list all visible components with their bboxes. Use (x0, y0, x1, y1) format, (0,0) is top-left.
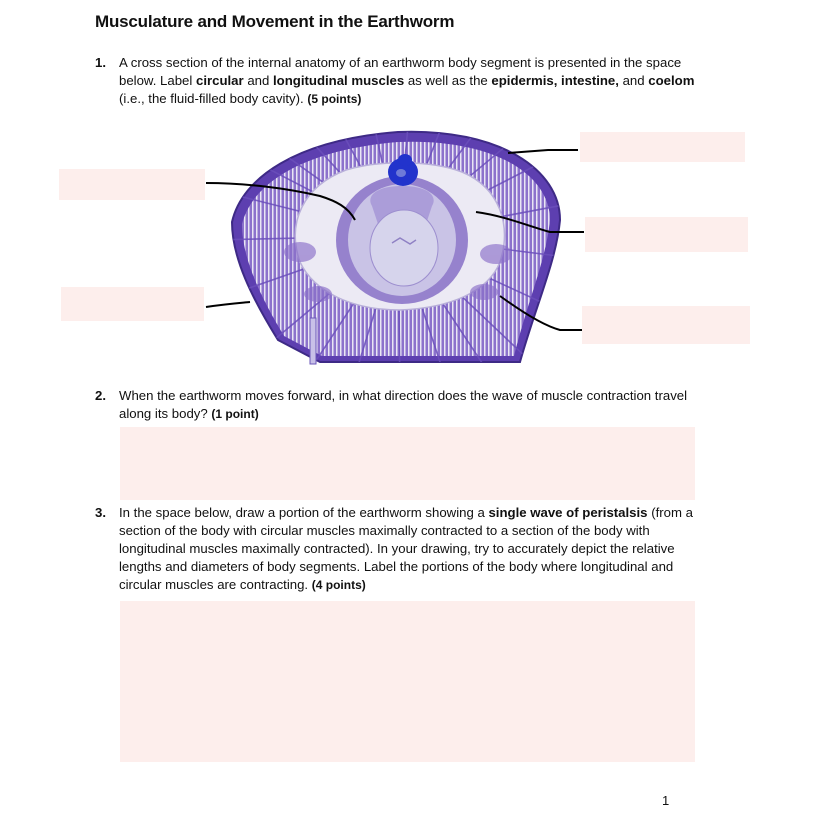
question-1-text: A cross section of the internal anatomy of an earthworm body segment is presented in the space below. Label circular and longitudinal muscles as well as the epidermis, intestine, and coelom (i.e., the fluid-filled body cavity). (5 points) (119, 55, 695, 106)
ventral-nerve-cord (310, 318, 316, 364)
intestine (336, 176, 468, 304)
question-3-points: (4 points) (311, 578, 366, 592)
question-1-points: (5 points) (307, 92, 362, 106)
question-3-number: 3. (95, 505, 106, 520)
question-3 (95, 504, 715, 594)
question-2-text: When the earthworm moves forward, in what direction does the wave of muscle contraction travel along its body? (1 point) (119, 388, 688, 421)
label-answer-box-left-lower[interactable] (61, 287, 204, 321)
label-answer-box-left-upper[interactable] (59, 169, 205, 200)
page-number: 1 (662, 793, 670, 808)
question-2-number: 2. (95, 388, 106, 403)
label-answer-box-right-lower[interactable] (582, 306, 750, 344)
leader-line-top-right (508, 150, 578, 153)
question-2 (95, 387, 695, 423)
question-3-text: In the space below, draw a portion of the earthworm showing a single wave of peristalsis (from a section of the body with circular muscles maximally contracted to a section of the body with longitudinal muscles maximally contracted). In your drawing, try to accurately depict the relative lengths and diameters of body segments. Label the portions of the body where longitudinal and circular muscles are contracting. (4 points) (119, 505, 693, 592)
question-3-drawing-box[interactable] (120, 601, 695, 762)
question-2-answer-box[interactable] (120, 427, 695, 500)
page-title: Musculature and Movement in the Earthworm (95, 12, 455, 31)
question-2-points: (1 point) (211, 407, 259, 421)
label-answer-box-right-middle[interactable] (585, 217, 748, 252)
label-answer-box-top-right[interactable] (580, 132, 745, 162)
leader-line-left-lower (206, 302, 250, 307)
question-1-number: 1. (95, 55, 106, 70)
